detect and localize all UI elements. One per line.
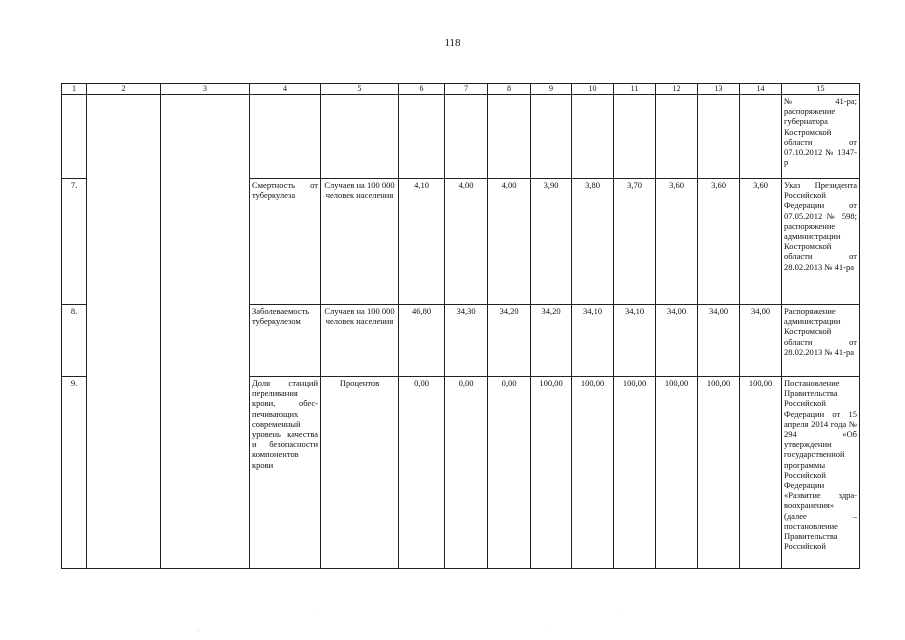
value-cell: 100,00 [740,377,782,569]
legal-basis: Указ Президента Российской Федерации от 07.05.2012 № 598; распоряжение администрации Костромской области от 28.02.2013 № 41-ра [782,179,860,305]
col-number-13: 13 [698,84,740,95]
col-number-2: 2 [87,84,161,95]
legal-basis: № 41-ра; распоряжение губернатора Костромской области от 07.10.2012 № 1347-р [782,95,860,179]
value-cell: 4,00 [445,179,488,305]
legal-basis: Распоряжение администрации Костромской области от 28.02.2013 № 41-ра [782,305,860,377]
row-number: 7. [62,179,87,305]
col-number-10: 10 [572,84,614,95]
value-cell: 46,80 [399,305,445,377]
col-number-6: 6 [399,84,445,95]
value-cell: 3,90 [531,179,572,305]
value-cell [531,95,572,179]
value-cell [399,95,445,179]
value-cell: 100,00 [531,377,572,569]
value-cell [488,95,531,179]
col-number-12: 12 [656,84,698,95]
value-cell: 34,00 [698,305,740,377]
program-cell [87,95,161,569]
value-cell [445,95,488,179]
value-cell: 3,80 [572,179,614,305]
value-cell: 0,00 [488,377,531,569]
value-cell [656,95,698,179]
value-cell: 0,00 [399,377,445,569]
scan-artifact: ·· [196,628,200,634]
value-cell: 4,00 [488,179,531,305]
value-cell: 34,30 [445,305,488,377]
scan-artifact: · [318,612,320,618]
task-cell [161,95,250,569]
indicator-name: Заболеваемость туберкулезом [250,305,321,377]
scan-artifact: · [620,606,622,612]
value-cell [572,95,614,179]
col-number-11: 11 [614,84,656,95]
table-row [62,95,860,179]
unit-of-measure: Процентов [321,377,399,569]
value-cell [614,95,656,179]
unit-of-measure: Случаев на 100 000 человек населения [321,305,399,377]
value-cell: 34,00 [656,305,698,377]
row-number: 8. [62,305,87,377]
column-number-row [62,84,860,95]
value-cell: 100,00 [614,377,656,569]
value-cell: 0,00 [445,377,488,569]
indicator-name [250,95,321,179]
value-cell: 34,20 [531,305,572,377]
value-cell: 100,00 [698,377,740,569]
unit-of-measure: Случаев на 100 000 человек населения [321,179,399,305]
indicators-table [61,83,860,569]
col-number-7: 7 [445,84,488,95]
value-cell: 3,70 [614,179,656,305]
value-cell [740,95,782,179]
page-number: 118 [444,37,461,49]
unit-of-measure [321,95,399,179]
col-number-5: 5 [321,84,399,95]
col-number-1: 1 [62,84,87,95]
col-number-15: 15 [782,84,860,95]
value-cell: 3,60 [740,179,782,305]
row-number [62,95,87,179]
col-number-4: 4 [250,84,321,95]
value-cell: 34,20 [488,305,531,377]
value-cell [698,95,740,179]
legal-basis: Постановление Правительства Российской Федерации от 15 апреля 2014 года № 294 «Об утверждении государственной программы Российской Федерации «Развитие здра-воохранения» (далее – постановление Правительства Российской [782,377,860,569]
value-cell: 34,00 [740,305,782,377]
value-cell: 34,10 [614,305,656,377]
indicator-name: Доля станций переливания крови, обес-печивающих современный уровень качества и безопасности компонентов крови [250,377,321,569]
value-cell: 3,60 [656,179,698,305]
col-number-3: 3 [161,84,250,95]
value-cell: 100,00 [656,377,698,569]
value-cell: 34,10 [572,305,614,377]
indicator-name: Смертность от туберкулеза [250,179,321,305]
value-cell: 100,00 [572,377,614,569]
row-number: 9. [62,377,87,569]
value-cell: 4,10 [399,179,445,305]
col-number-9: 9 [531,84,572,95]
col-number-14: 14 [740,84,782,95]
col-number-8: 8 [488,84,531,95]
scan-artifact: · [545,622,547,628]
value-cell: 3,60 [698,179,740,305]
